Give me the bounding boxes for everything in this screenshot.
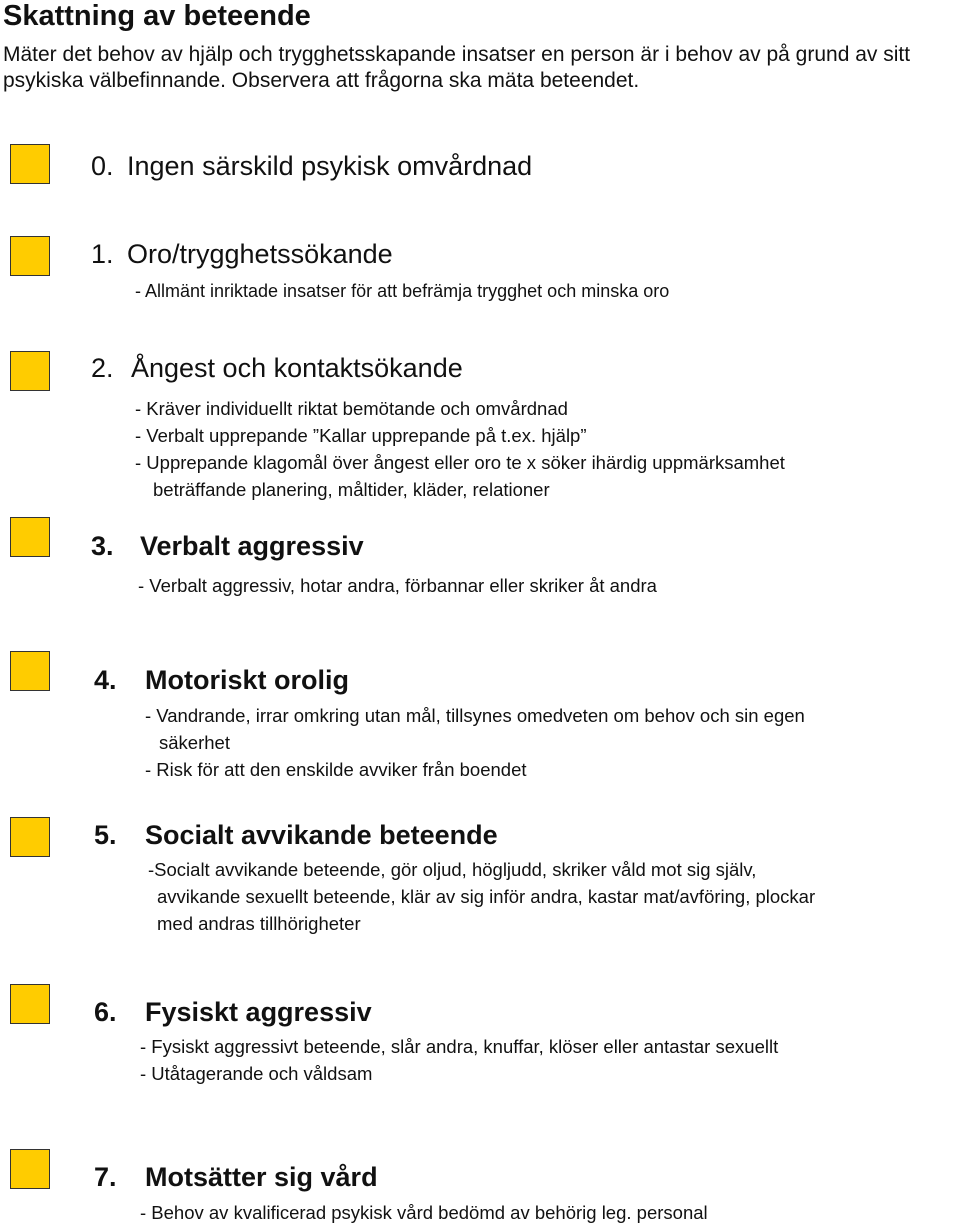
- item-5-description: [148, 856, 815, 937]
- item-1-title: Oro/trygghetssökande: [127, 239, 393, 269]
- checkbox-7[interactable]: [10, 1149, 50, 1189]
- item-7-line: - Behov av kvalificerad psykisk vård bedömd av behörig leg. personal: [140, 1202, 708, 1223]
- item-3-line: - Verbalt aggressiv, hotar andra, förbannar eller skriker åt andra: [138, 575, 657, 596]
- item-7-title: Motsätter sig vård: [145, 1162, 378, 1192]
- item-3-description: [138, 572, 657, 599]
- checkbox-1[interactable]: [10, 236, 50, 276]
- item-2-line: - Upprepande klagomål över ångest eller oro te x söker ihärdig uppmärksamhet: [135, 452, 785, 473]
- page-title: Skattning av beteende: [3, 0, 311, 32]
- checkbox-2[interactable]: [10, 351, 50, 391]
- item-3-number: 3.: [91, 531, 114, 561]
- item-4-line: - Vandrande, irrar omkring utan mål, tillsynes omedveten om behov och sin egen: [145, 705, 805, 726]
- item-2-line: - Kräver individuellt riktat bemötande och omvårdnad: [135, 398, 568, 419]
- item-1-description: [135, 278, 669, 305]
- item-5-heading: [94, 819, 498, 851]
- item-2-description: [135, 395, 785, 503]
- checkbox-5[interactable]: [10, 817, 50, 857]
- item-4-description: [145, 702, 805, 783]
- checkbox-3[interactable]: [10, 517, 50, 557]
- item-5-title: Socialt avvikande beteende: [145, 820, 498, 850]
- item-4-line: säkerhet: [159, 732, 230, 753]
- item-5-line: avvikande sexuellt beteende, klär av sig inför andra, kastar mat/avföring, plockar: [157, 886, 816, 907]
- item-6-number: 6.: [94, 997, 117, 1027]
- item-7-description: [140, 1199, 708, 1226]
- item-7-heading: [94, 1161, 378, 1193]
- item-7-number: 7.: [94, 1162, 117, 1192]
- item-5-line: -Socialt avvikande beteende, gör oljud, högljudd, skriker våld mot sig själv,: [148, 859, 757, 880]
- item-4-number: 4.: [94, 665, 117, 695]
- item-4-line: - Risk för att den enskilde avviker från boendet: [145, 759, 527, 780]
- item-0-number: 0.: [91, 151, 114, 181]
- checkbox-0[interactable]: [10, 144, 50, 184]
- item-4-heading: [94, 664, 349, 696]
- item-6-line: - Utåtagerande och våldsam: [140, 1063, 373, 1084]
- checkbox-4[interactable]: [10, 651, 50, 691]
- item-4-title: Motoriskt orolig: [145, 665, 349, 695]
- item-6-line: - Fysiskt aggressivt beteende, slår andra, knuffar, klöser eller antastar sexuellt: [140, 1036, 779, 1057]
- checkbox-6[interactable]: [10, 984, 50, 1024]
- item-6-heading: [94, 996, 372, 1028]
- item-2-line: - Verbalt upprepande ”Kallar upprepande på t.ex. hjälp”: [135, 425, 587, 446]
- item-6-title: Fysiskt aggressiv: [145, 997, 372, 1027]
- item-5-line: med andras tillhörigheter: [157, 913, 361, 934]
- item-0-heading: [91, 150, 532, 182]
- item-2-title: Ångest och kontaktsökande: [131, 353, 463, 383]
- item-6-description: [140, 1033, 778, 1087]
- item-1-number: 1.: [91, 239, 114, 269]
- item-1-line: - Allmänt inriktade insatser för att befrämja trygghet och minska oro: [135, 281, 670, 301]
- item-2-line: beträffande planering, måltider, kläder, relationer: [153, 479, 550, 500]
- intro-text: Mäter det behov av hjälp och trygghetsskapande insatser en person är i behov av på grund av sitt psykiska välbefinnande. Observera att frågorna ska mäta beteendet.: [3, 43, 911, 92]
- item-2-heading: [91, 352, 463, 384]
- item-2-number: 2.: [91, 353, 114, 383]
- item-1-heading: [91, 238, 393, 270]
- item-5-number: 5.: [94, 820, 117, 850]
- item-0-title: Ingen särskild psykisk omvårdnad: [127, 151, 533, 181]
- item-3-heading: [91, 530, 364, 562]
- item-3-title: Verbalt aggressiv: [140, 531, 364, 561]
